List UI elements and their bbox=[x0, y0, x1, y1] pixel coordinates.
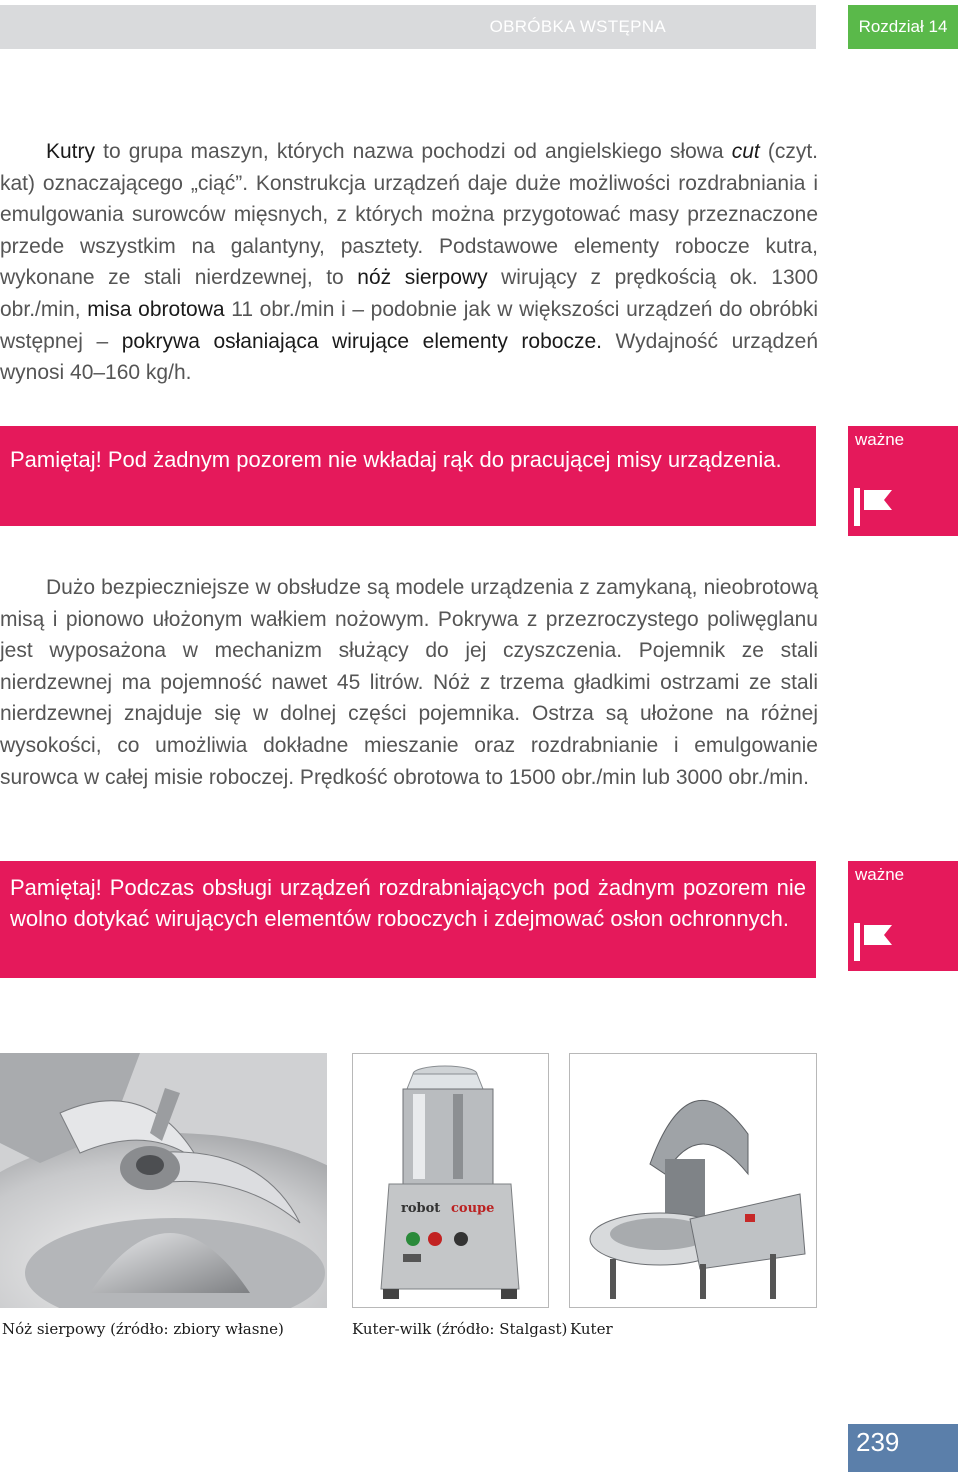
photo-sickle-knife bbox=[0, 1053, 327, 1308]
term-noz-sierpowy: nóż sierpowy bbox=[357, 266, 488, 290]
warning-text-2: Pamiętaj! Podczas obsługi urządzeń rozdrabniających pod żadnym pozorem nie wolno dotykać wirujących elementów roboczych i zdejmować osłon ochronnych. bbox=[10, 875, 806, 931]
warning-box-2 bbox=[0, 861, 816, 978]
term-pokrywa: pokrywa osłaniająca wirujące elementy robocze. bbox=[121, 329, 602, 353]
caption-sickle-knife: Nóż sierpowy (źródło: zbiory własne) bbox=[2, 1320, 284, 1338]
photo-kuter-wilk bbox=[352, 1053, 549, 1308]
kuter-image bbox=[570, 1054, 816, 1307]
paragraph-modele: Dużo bezpieczniejsze w obsłudze są modele urządzenia z zamykaną, nieobrotową misą i pionowo ułożonym wałkiem nożowym. Pokrywa z przezroczystego poliwęglanu jest wyposażona w mechanizm służący do jej czyszczenia. Pojemnik ze stali nierdzewnej ma pojemność nawet 45 litrów. Nóż z trzema gładkimi ostrzami ze stali nierdzewnej znajduje się w dolnej części pojemnika. Ostrza są ułożone na różnej wysokości, co umożliwia dokładne mieszanie oraz rozdrabnianie i emulgowanie surowca w całej misie roboczej. Prędkość obrotowa to 1500 obr./min lub 3000 obr./min. bbox=[0, 576, 818, 789]
chapter-badge: Rozdział 14 bbox=[848, 5, 958, 49]
caption-kuter: Kuter bbox=[570, 1320, 613, 1338]
important-flag-icon bbox=[854, 921, 894, 963]
important-label: ważne bbox=[855, 430, 905, 449]
page-number: 239 bbox=[856, 1427, 900, 1457]
caption-kuter-wilk: Kuter-wilk (źródło: Stalgast) bbox=[352, 1320, 568, 1338]
svg-text:coupe: coupe bbox=[451, 1201, 495, 1216]
paragraph-kutry: Kutry to grupa maszyn, których nazwa pochodzi od angielskiego słowa cut (czyt. kat) oznaczającego „ciąć”. Konstrukcja urządzeń daje duże możliwości rozdrabniania i emulgowania surowców mięsnych, z których można przygotować masy przeznaczone przede wszystkim na galantyny, pasztety. Podstawowe elementy robocze kutra, wykonane ze stali nierdzewnej, to nóż sierpowy wirujący z prędkością ok. 1300 obr./min, misa obrotowa 11 obr./min i – podobnie jak w większości urządzeń do obróbki wstępnej – pokrywa osłaniająca wirujące elementy robocze. Wydajność urządzeń wynosi 40–160 kg/h. bbox=[0, 140, 819, 385]
term-cut: cut bbox=[731, 140, 760, 163]
page-number-box bbox=[848, 1424, 958, 1472]
header-bar bbox=[0, 5, 816, 49]
important-tag bbox=[848, 426, 958, 536]
section-title: OBRÓBKA WSTĘPNA bbox=[489, 17, 666, 36]
term-misa-obrotowa: misa obrotowa bbox=[87, 297, 225, 321]
important-label-2: ważne bbox=[855, 865, 905, 884]
brand-logo: robot bbox=[401, 1201, 441, 1216]
photo-kuter bbox=[569, 1053, 817, 1308]
term-kutry: Kutry bbox=[46, 140, 96, 163]
warning-text: Pamiętaj! Pod żadnym pozorem nie wkładaj rąk do pracującej misy urządzenia. bbox=[10, 447, 782, 472]
warning-box bbox=[0, 426, 816, 526]
sickle-knife-image bbox=[0, 1053, 327, 1308]
important-flag-icon bbox=[854, 486, 894, 528]
robot-coupe-image bbox=[353, 1054, 548, 1307]
important-tag-2 bbox=[848, 861, 958, 971]
